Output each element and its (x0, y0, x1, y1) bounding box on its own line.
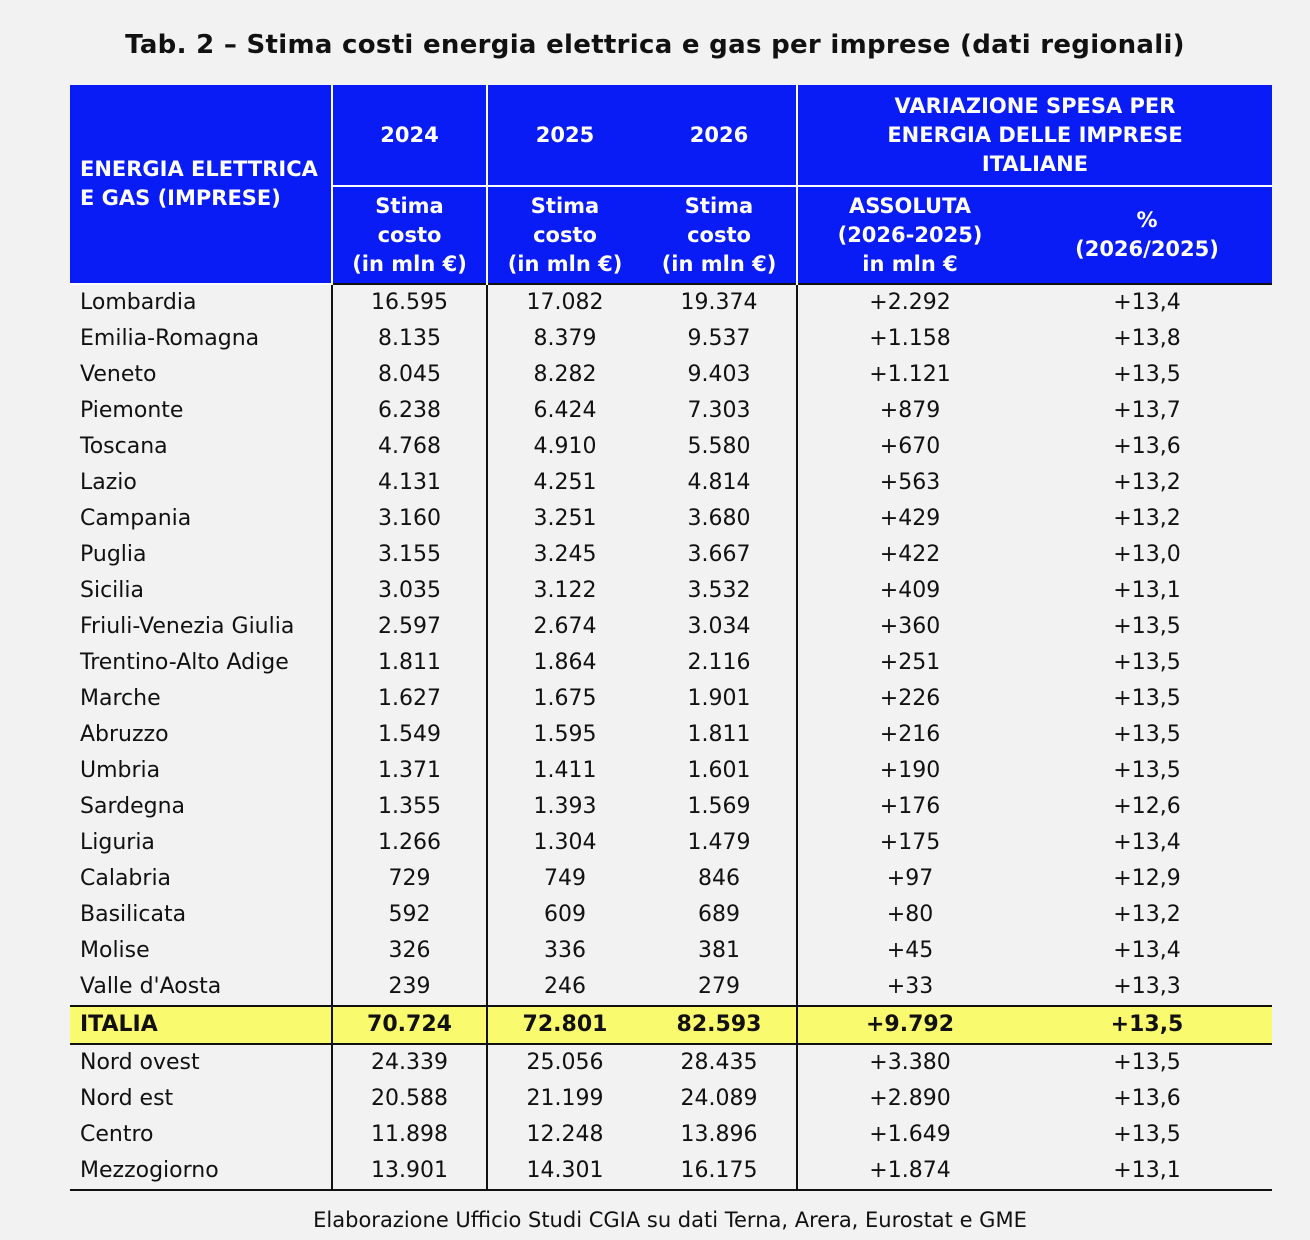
cell-value: 3.532 (687, 578, 751, 603)
cell-value: 279 (698, 974, 740, 999)
cell-value: 1.411 (487, 753, 642, 789)
cell-value: +360 (797, 609, 1022, 645)
cell-value: +429 (797, 501, 1022, 537)
table-row (70, 645, 1272, 681)
cell-value: 25.056 (487, 1044, 642, 1081)
cell-value: +13,4 (1113, 938, 1181, 963)
table-row (70, 393, 1272, 429)
table-row (70, 861, 1272, 897)
cell-value: +13,7 (1113, 398, 1181, 423)
table-row (70, 717, 1272, 753)
stima-costo-header-2025 (487, 186, 642, 284)
cell-value: +13,2 (1113, 470, 1181, 495)
cell-value: +563 (797, 465, 1022, 501)
macro-row (70, 1117, 1272, 1153)
cell-value: 3.251 (487, 501, 642, 537)
stima-costo-header-2026 (642, 186, 797, 284)
row-label: Sicilia (80, 578, 144, 603)
cell-value: 11.898 (332, 1117, 487, 1153)
table-row (70, 284, 1272, 321)
row-label: Emilia-Romagna (80, 326, 260, 351)
cell-value: +13,5 (1113, 686, 1181, 711)
unit-line: (in mln €) (661, 251, 777, 276)
cell-value: +1.158 (797, 321, 1022, 357)
cell-value: 1.549 (332, 717, 487, 753)
cell-value: 729 (332, 861, 487, 897)
cell-value: 72.801 (487, 1006, 642, 1044)
cell-value: 1.811 (332, 645, 487, 681)
cell-value: 1.355 (332, 789, 487, 825)
row-label: Nord ovest (80, 1050, 200, 1075)
cell-value: 13.901 (332, 1153, 487, 1190)
cell-value: 749 (487, 861, 642, 897)
cell-value: 3.122 (487, 573, 642, 609)
table-row (70, 825, 1272, 861)
stima-line: Stima (530, 193, 600, 218)
cell-value: +251 (797, 645, 1022, 681)
cell-value: 1.627 (332, 681, 487, 717)
table-row (70, 789, 1272, 825)
assoluta-header (797, 186, 1022, 284)
cell-value: 4.768 (332, 429, 487, 465)
cell-value: +13,5 (1113, 758, 1181, 783)
cell-value: 7.303 (687, 398, 751, 423)
costo-line: costo (687, 222, 751, 247)
row-label: Puglia (80, 542, 147, 567)
table-row (70, 573, 1272, 609)
cell-value: +2.890 (797, 1081, 1022, 1117)
total-row (70, 1006, 1272, 1044)
table-row (70, 933, 1272, 969)
cell-value: +13,3 (1113, 974, 1181, 999)
cell-value: 20.588 (332, 1081, 487, 1117)
cell-value: +45 (797, 933, 1022, 969)
row-label: Lazio (80, 470, 137, 495)
row-label: Molise (80, 938, 150, 963)
cell-value: +3.380 (797, 1044, 1022, 1081)
row-label: Friuli-Venezia Giulia (80, 614, 295, 639)
cell-value: 1.901 (687, 686, 751, 711)
cell-value: 609 (487, 897, 642, 933)
assoluta-range-line: (2026-2025) (837, 222, 983, 247)
cell-value: 1.601 (687, 758, 751, 783)
cell-value: 1.811 (687, 722, 751, 747)
year-header-2024: 2024 (332, 85, 487, 186)
stima-line: Stima (375, 193, 444, 218)
table-row (70, 897, 1272, 933)
cell-value: 2.674 (487, 609, 642, 645)
macro-row (70, 1153, 1272, 1190)
assoluta-line: ASSOLUTA (848, 193, 972, 218)
cell-value: +175 (797, 825, 1022, 861)
cell-value: +13,5 (1022, 1006, 1272, 1044)
stima-costo-header-2024 (332, 186, 487, 284)
row-label: Mezzogiorno (70, 1153, 332, 1190)
cell-value: 17.082 (487, 284, 642, 321)
row-label: Centro (80, 1122, 154, 1147)
cell-value: 689 (698, 902, 740, 927)
cell-value: +879 (797, 393, 1022, 429)
cell-value: +216 (797, 717, 1022, 753)
table-row (70, 753, 1272, 789)
cell-value: 5.580 (687, 434, 751, 459)
cell-value: 1.266 (332, 825, 487, 861)
cell-value: +176 (797, 789, 1022, 825)
table-row (70, 321, 1272, 357)
row-label: Calabria (80, 866, 172, 891)
row-label: Campania (80, 506, 192, 531)
table-row (70, 501, 1272, 537)
cell-value: +13,5 (1113, 722, 1181, 747)
cell-value: 21.199 (487, 1081, 642, 1117)
corner-header: ENERGIA ELETTRICA E GAS (IMPRESE) (70, 85, 332, 284)
cell-value: 336 (487, 933, 642, 969)
cell-value: +13,4 (1113, 830, 1181, 855)
cell-value: +422 (797, 537, 1022, 573)
cell-value: +226 (797, 681, 1022, 717)
cell-value: 1.675 (487, 681, 642, 717)
percent-range-line: (2026/2025) (1075, 237, 1219, 261)
cell-value: +13,2 (1113, 902, 1181, 927)
cell-value: +13,4 (1022, 284, 1272, 321)
cell-value: 381 (698, 938, 740, 963)
cell-value: 3.160 (332, 501, 487, 537)
row-label: Toscana (80, 434, 168, 459)
unit-line: (in mln €) (352, 251, 467, 276)
macro-row (70, 1044, 1272, 1081)
cell-value: 4.814 (687, 470, 751, 495)
cell-value: 592 (332, 897, 487, 933)
cell-value: 24.339 (332, 1044, 487, 1081)
cell-value: 1.371 (332, 753, 487, 789)
cell-value: 70.724 (332, 1006, 487, 1044)
cell-value: +1.121 (797, 357, 1022, 393)
cell-value: 82.593 (642, 1006, 797, 1044)
cell-value: +13,5 (1113, 362, 1181, 387)
cell-value: 16.175 (642, 1153, 797, 1190)
cell-value: 3.155 (332, 537, 487, 573)
table-row (70, 681, 1272, 717)
cell-value: +13,6 (1113, 1086, 1181, 1111)
year-header-2025: 2025 (487, 85, 642, 186)
cell-value: 12.248 (487, 1117, 642, 1153)
row-label: Valle d'Aosta (80, 974, 222, 999)
macro-row (70, 1081, 1272, 1117)
cell-value: +13,1 (1113, 578, 1181, 603)
cell-value: +12,9 (1113, 866, 1181, 891)
percent-symbol-line: % (1136, 208, 1158, 232)
table-row (70, 537, 1272, 573)
cell-value: 246 (487, 969, 642, 1006)
cell-value: 1.569 (687, 794, 751, 819)
cell-value: +13,5 (1113, 1050, 1181, 1075)
cell-value: 1.304 (487, 825, 642, 861)
cell-value: 1.479 (687, 830, 751, 855)
cell-value: 3.667 (687, 542, 751, 567)
cell-value: 2.597 (332, 609, 487, 645)
cell-value: 3.245 (487, 537, 642, 573)
cell-value: 13.896 (680, 1122, 758, 1147)
cell-value: +190 (797, 753, 1022, 789)
cell-value: +80 (797, 897, 1022, 933)
cell-value: 846 (698, 866, 740, 891)
cell-value: +13,1 (1022, 1153, 1272, 1190)
row-label: Veneto (80, 362, 157, 387)
year-header-2026: 2026 (642, 85, 797, 186)
costo-line: costo (533, 222, 597, 247)
cell-value: +33 (797, 969, 1022, 1006)
cell-value: 9.403 (687, 362, 751, 387)
cell-value: +1.649 (797, 1117, 1022, 1153)
cell-value: 4.251 (487, 465, 642, 501)
variation-group-header (797, 85, 1272, 186)
cell-value: +2.292 (797, 284, 1022, 321)
cell-value: 239 (332, 969, 487, 1006)
cell-value: +409 (797, 573, 1022, 609)
cell-value: 1.595 (487, 717, 642, 753)
cell-value: 2.116 (687, 650, 751, 675)
source-note: Elaborazione Ufficio Studi CGIA su dati Terna, Arera, Eurostat e GME (313, 1208, 1027, 1232)
cell-value: 16.595 (332, 284, 487, 321)
table-row (70, 609, 1272, 645)
row-label: Umbria (80, 758, 161, 783)
cell-value: +13,5 (1113, 614, 1181, 639)
cell-value: 8.135 (332, 321, 487, 357)
cell-value: +13,8 (1113, 326, 1181, 351)
cell-value: 326 (332, 933, 487, 969)
cell-value: 3.034 (687, 614, 751, 639)
cell-value: +13,6 (1113, 434, 1181, 459)
cell-value: 6.424 (487, 393, 642, 429)
percent-header (1022, 186, 1272, 284)
cell-value: 3.680 (687, 506, 751, 531)
table-title: Tab. 2 – Stima costi energia elettrica e gas per imprese (dati regionali) (125, 30, 1185, 60)
energy-cost-table (70, 85, 1272, 1191)
stima-line: Stima (684, 193, 754, 218)
cell-value: +12,6 (1113, 794, 1181, 819)
table-row (70, 969, 1272, 1006)
cell-value: 4.131 (332, 465, 487, 501)
cell-value: 4.910 (487, 429, 642, 465)
cell-value: 1.393 (487, 789, 642, 825)
cell-value: 6.238 (332, 393, 487, 429)
cell-value: 8.045 (332, 357, 487, 393)
cell-value: +13,2 (1113, 506, 1181, 531)
row-label: ITALIA (70, 1006, 332, 1044)
row-label: Basilicata (80, 902, 187, 927)
row-label: Marche (80, 686, 161, 711)
cell-value: 19.374 (642, 284, 797, 321)
table-header (70, 85, 1272, 284)
row-label: Lombardia (70, 284, 332, 321)
row-label: Piemonte (80, 398, 184, 423)
cell-value: 8.282 (487, 357, 642, 393)
row-label: Liguria (80, 830, 155, 855)
cell-value: 14.301 (487, 1153, 642, 1190)
cell-value: +670 (797, 429, 1022, 465)
costo-line: costo (377, 222, 442, 247)
table-body (70, 284, 1272, 1190)
cell-value: 9.537 (687, 326, 751, 351)
row-label: Abruzzo (80, 722, 169, 747)
table-row (70, 465, 1272, 501)
row-label: Nord est (80, 1086, 174, 1111)
row-label: Trentino-Alto Adige (80, 650, 289, 675)
table-row (70, 429, 1272, 465)
cell-value: +1.874 (797, 1153, 1022, 1190)
cell-value: +13,5 (1113, 650, 1181, 675)
table-row (70, 357, 1272, 393)
cell-value: +9.792 (797, 1006, 1022, 1044)
cell-value: 8.379 (487, 321, 642, 357)
assoluta-unit-line: in mln € (862, 251, 958, 276)
row-label: Sardegna (80, 794, 185, 819)
cell-value: 24.089 (680, 1086, 758, 1111)
variation-group-label: VARIAZIONE SPESA PER ENERGIA DELLE IMPRESE ITALIANE (887, 93, 1183, 176)
cell-value: +13,5 (1113, 1122, 1181, 1147)
cell-value: 1.864 (487, 645, 642, 681)
cell-value: +13,0 (1113, 542, 1181, 567)
cell-value: 3.035 (332, 573, 487, 609)
unit-line: (in mln €) (507, 251, 623, 276)
cell-value: +97 (797, 861, 1022, 897)
cell-value: 28.435 (680, 1050, 758, 1075)
